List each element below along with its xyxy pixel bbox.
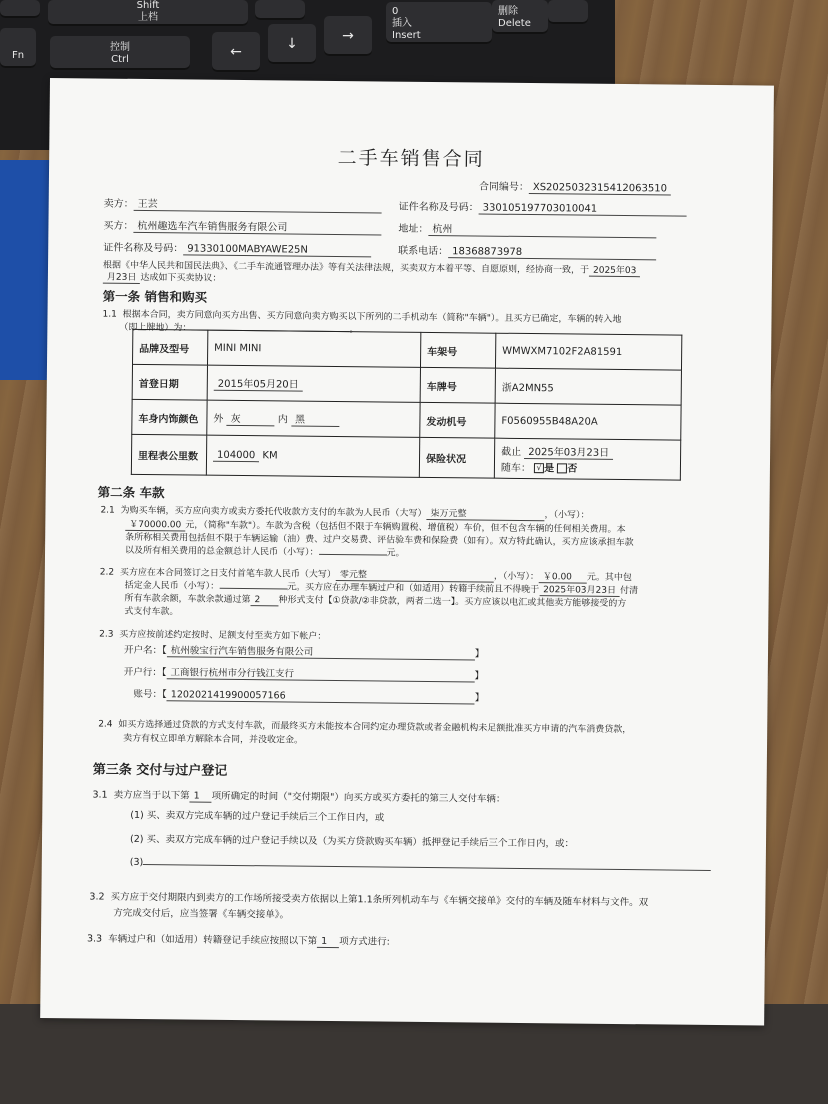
clause-1-1-b: （即上牌地）为： 。 — [119, 322, 359, 336]
phone-line: 联系电话： 18368873978 — [398, 242, 656, 261]
clause-2-1-l2: ￥70000.00 元，（简称"车款"）。车款为含税（包括但不限于车辆购置税、增值税）车价，但不包含车辆的任何相关费用。本 — [125, 517, 625, 536]
clause-2-2-l2: 括定金人民币（小写）： 元。买方应在办理车辆过户和（如适用）转籍手续前且不得晚于 2025年03月23日 付清 — [124, 580, 639, 597]
clause-3-2-l1: 3.2 买方应于交付期限内到卖方的工作场所接受卖方依据以上第1.1条所列机动车与《车辆交接单》交付的车辆及随车材料与文件。双 — [89, 891, 649, 909]
key-down-arrow[interactable]: ↓ — [268, 24, 316, 64]
key-shift[interactable]: Shift 上档 — [48, 0, 248, 26]
clause-3-1: 3.1 卖方应当于以下第 1 项所确定的时间（"交付期限"）向买方或买方委托的第三人交付车辆： — [92, 789, 506, 805]
key-blank[interactable] — [0, 0, 40, 18]
clause-3-1-option-2: (2) 买、卖双方完成车辆的过户登记手续以及（为买方贷款购买车辆）抵押登记手续后三个工作日内，或： — [129, 833, 575, 850]
preamble: 根据《中华人民共和国民法典》、《二手车流通管理办法》等有关法律法规，买卖双方本着平等、自愿原则，经协商一致，于 2025年03 — [103, 258, 640, 278]
account-name: 开户名：【 杭州骏宝行汽车销售服务有限公司 】 — [124, 642, 484, 661]
clause-1-1: 1.1 根据本合同，卖方同意向买方出售、买方同意向卖方购买以下所列的二手机动车（简称"车辆"）。且买方已确定，车辆的转入地 — [102, 309, 622, 325]
preamble-2: 月23日 达成如下买卖协议： — [103, 270, 222, 285]
account-bank: 开户行：【 工商银行杭州市分行钱江支行 】 — [124, 664, 484, 683]
key-right-arrow[interactable]: → — [324, 16, 372, 56]
checkbox-no[interactable] — [557, 463, 567, 473]
clause-3-2-l2: 方完成交付后，应当签署《车辆交接单》。 — [113, 907, 290, 921]
article-1-title: 第一条 销售和购买 — [102, 288, 208, 305]
clause-3-1-option-3: (3) — [130, 857, 712, 874]
color-label: 车身内饰颜色 — [132, 399, 207, 435]
clause-2-1-l1: 2.1 为购买车辆，买方应向卖方或卖方委托代收款方支付的车款为人民币（大写） 柒万元整 ，（小写）： — [100, 505, 590, 521]
seller-line: 卖方： 王芸 — [104, 195, 382, 214]
mileage-label: 里程表公里数 — [131, 434, 206, 475]
key-left-arrow[interactable]: ← — [212, 32, 260, 72]
vin-value: WMWXM7102F2A81591 — [495, 333, 681, 370]
clause-2-2-l1: 2.2 买方应在本合同签订之日支付首笔车款人民币（大写） 零元整 ，（小写）： ￥0.00 元。其中包 — [99, 567, 632, 584]
engine-label: 发动机号 — [420, 402, 495, 438]
clause-3-3: 3.3 车辆过户和（如适用）转籍登记手续应按照以下第 1 项方式进行: — [86, 933, 390, 948]
insurance-value: 截止 2025年03月23日 随车： √ 是 否 — [494, 438, 680, 480]
key-fn[interactable]: Fn — [0, 28, 36, 68]
clause-2-4-l2: 卖方有权立即单方解除本合同，并没收定金。 — [123, 733, 304, 746]
first-reg-value: 2015年05月20日 — [207, 365, 420, 402]
article-2-title: 第二条 车款 — [97, 484, 165, 501]
first-reg-label: 首登日期 — [132, 364, 207, 400]
clause-3-1-option-1: (1) 买、卖双方完成车辆的过户登记手续后三个工作日内，或 — [130, 809, 385, 824]
engine-value: F0560955B48A20A — [495, 403, 681, 440]
clause-2-2-l4: 式支付车款。 — [124, 606, 179, 618]
clause-2-2-l3: 所有车款余额，车款余款通过第 2 种形式支付【①贷款/②非贷款，两者二选一】。买方应该以电汇或其他卖方能够接受的方 — [124, 593, 627, 610]
brand-value: MINI MINI — [208, 330, 421, 367]
key-ctrl[interactable]: 控制 Ctrl — [50, 36, 190, 70]
brand-label: 品牌及型号 — [133, 329, 208, 365]
contract-number: 合同编号： XS2025032315412063510 — [479, 177, 671, 195]
insurance-label: 保险状况 — [419, 437, 494, 478]
clause-2-1-l3: 条所称相关费用包括但不限于车辆运输（油）费、过户交易费、评估验车费和保险费（如有）。双方特此确认，买方应该承担车款 — [125, 532, 634, 549]
clause-2-3: 2.3 买方应按前述约定按时、足额支付至卖方如下帐户： — [99, 629, 327, 642]
seller-id-line: 证件名称及号码： 330105197703010041 — [399, 198, 687, 217]
buyer-line: 买方： 杭州趣选车汽车销售服务有限公司 — [103, 217, 381, 236]
plate-label: 车牌号 — [420, 367, 495, 403]
checkbox-yes[interactable]: √ — [534, 463, 544, 473]
buyer-id-line: 证件名称及号码： 91330100MABYAWE25N — [103, 239, 371, 258]
key-blank[interactable] — [548, 0, 588, 24]
color-value: 外 灰 内 黑 — [207, 400, 420, 437]
clause-2-1-l4: 以及所有相关费用的总金额总计人民币（小写）： 元。 — [125, 545, 405, 559]
mileage-value: 104000 KM — [206, 435, 419, 477]
article-3-title: 第三条 交付与过户登记 — [92, 762, 228, 779]
contract-title: 二手车销售合同 — [337, 147, 485, 171]
clause-2-4-l1: 2.4 如买方选择通过贷款的方式支付车款，而最终买方未能按本合同约定办理贷款或者金融机构未足额批准买方申请的汽车消费贷款， — [98, 719, 632, 736]
vin-label: 车架号 — [420, 332, 495, 368]
key-insert[interactable]: 0 插入 Insert — [386, 2, 492, 44]
account-number: 账号：【 1202021419900057166 】 — [133, 688, 485, 704]
plate-value: 浙A2MN55 — [495, 368, 681, 405]
key-up[interactable] — [255, 0, 305, 20]
address-line: 地址： 杭州 — [398, 220, 656, 239]
vehicle-table — [131, 329, 682, 481]
contract-paper — [40, 78, 774, 1026]
key-delete[interactable]: 删除 Delete — [492, 0, 548, 34]
